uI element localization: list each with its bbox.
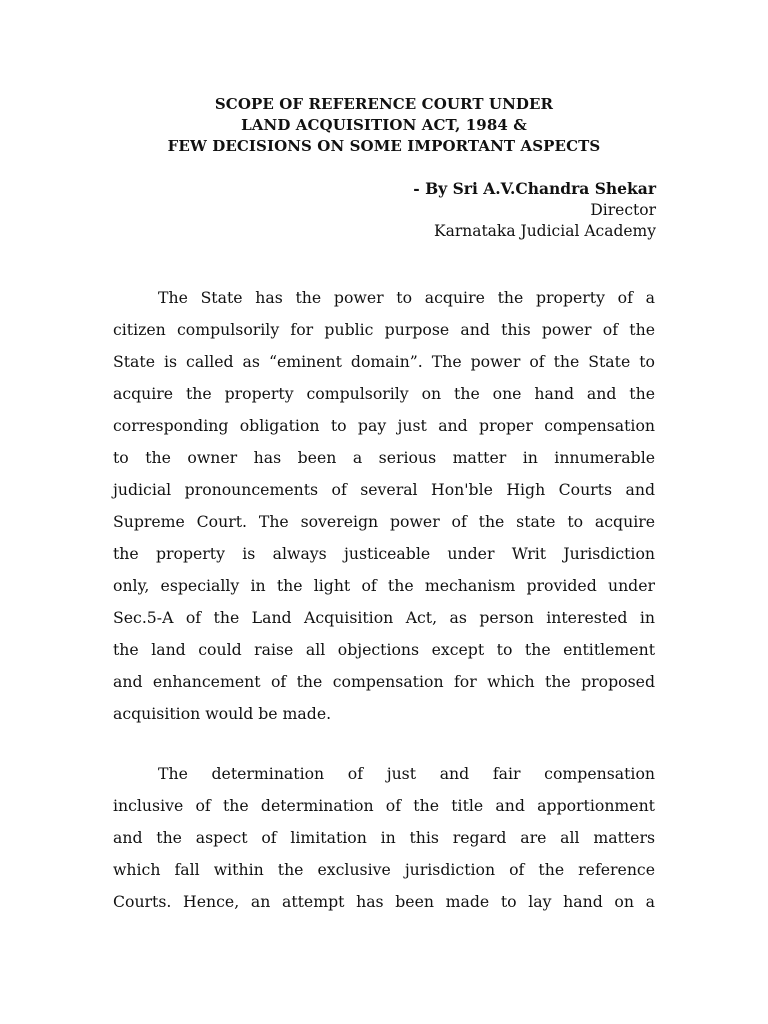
text-line: Sec.5-A of the Land Acquisition Act, as person interested in: [113, 608, 655, 627]
text-line: The State has the power to acquire the property of a: [158, 288, 655, 307]
text-line: the land could raise all objections except to the entitlement: [113, 640, 655, 659]
text-line: State is called as “eminent domain”. The power of the State to: [113, 352, 655, 371]
text-line: citizen compulsorily for public purpose and this power of the: [113, 320, 655, 339]
text-line: only, especially in the light of the mechanism provided under: [113, 576, 655, 595]
text-line: to the owner has been a serious matter in innumerable: [113, 448, 655, 467]
text-line: judicial pronouncements of several Hon'ble High Courts and: [113, 480, 655, 499]
text-line: and enhancement of the compensation for which the proposed: [113, 672, 655, 691]
text-line: the property is always justiceable under Writ Jurisdiction: [113, 544, 655, 563]
author-role: Director: [590, 201, 656, 219]
text-line: The determination of just and fair compensation: [158, 764, 655, 783]
body-paragraph-1: [113, 282, 655, 730]
author-organization: Karnataka Judicial Academy: [434, 222, 656, 240]
text-line: which fall within the exclusive jurisdiction of the reference: [113, 860, 655, 879]
text-line: acquisition would be made.: [113, 704, 332, 723]
text-line: inclusive of the determination of the title and apportionment: [113, 796, 655, 815]
author-block: [413, 178, 656, 242]
text-line: corresponding obligation to pay just and proper compensation: [113, 416, 655, 435]
text-line: Supreme Court. The sovereign power of the state to acquire: [113, 512, 655, 531]
document-title: [0, 94, 768, 157]
title-line: FEW DECISIONS ON SOME IMPORTANT ASPECTS: [167, 137, 601, 155]
body-paragraph-2: [113, 758, 655, 918]
text-line: acquire the property compulsorily on the one hand and the: [113, 384, 655, 403]
text-line: Courts. Hence, an attempt has been made to lay hand on a: [113, 892, 655, 911]
author-byline: - By Sri A.V.Chandra Shekar: [413, 179, 656, 198]
title-line: LAND ACQUISITION ACT, 1984 &: [241, 116, 527, 134]
text-line: and the aspect of limitation in this regard are all matters: [113, 828, 655, 847]
title-line: SCOPE OF REFERENCE COURT UNDER: [214, 95, 554, 113]
